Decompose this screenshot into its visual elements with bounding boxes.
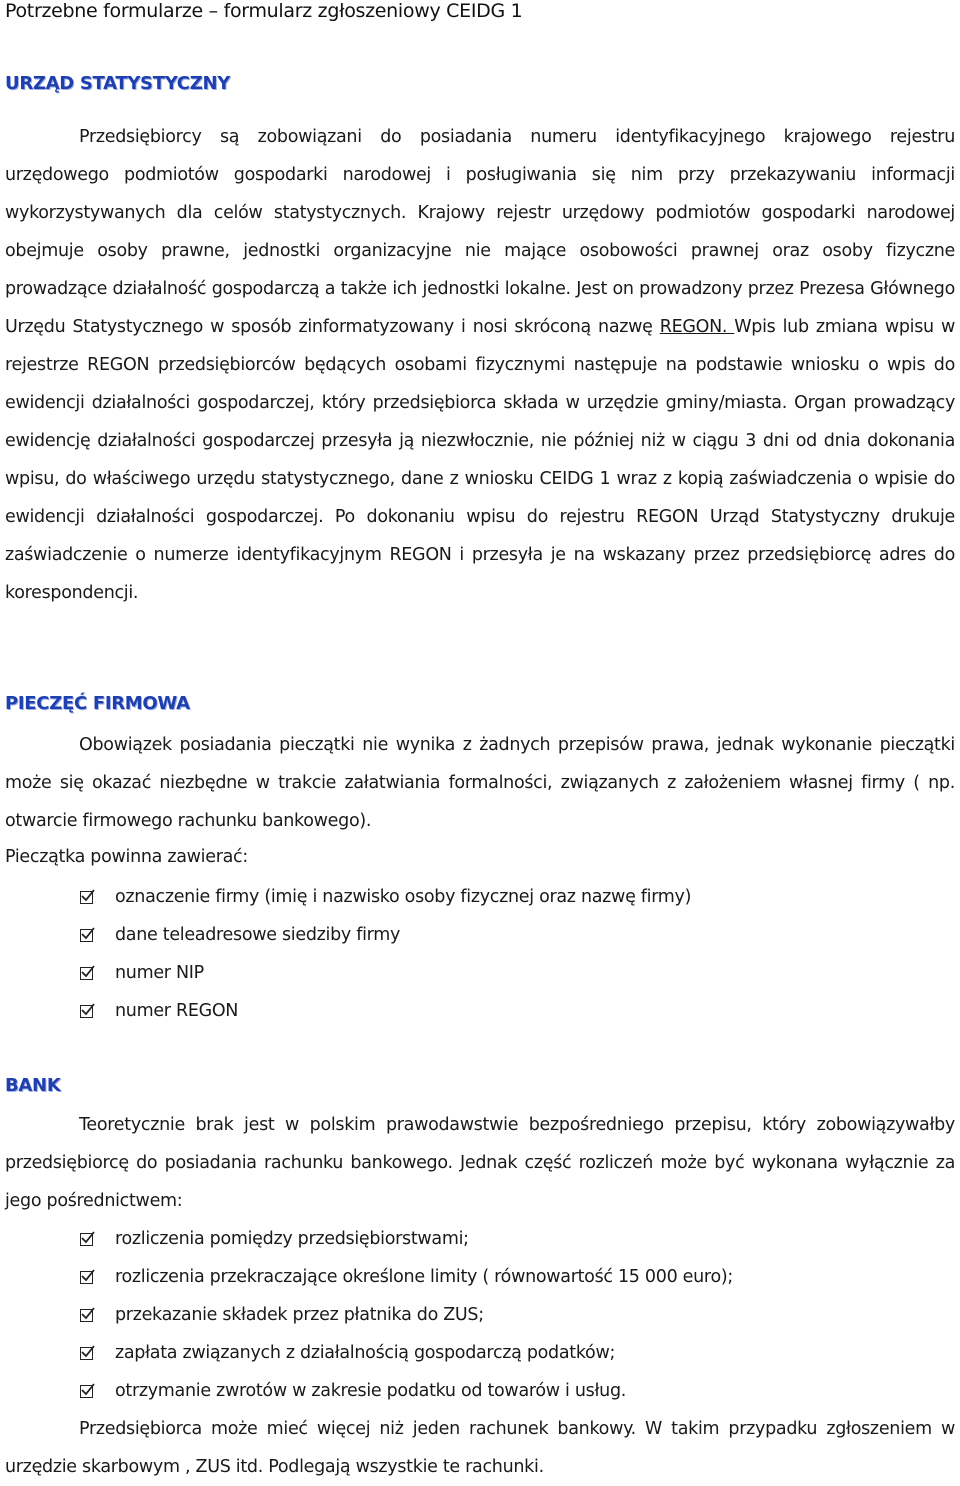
bank-checklist [80,1220,733,1410]
list-item-label: dane teleadresowe siedziby firmy [115,925,401,945]
pieczec-checklist [80,878,691,1030]
pieczec-paragraph: Obowiązek posiadania pieczątki nie wynika z żadnych przepisów prawa, jednak wykonanie pieczątki może się okazać niezbędne w trakcie załatwiania formalności, związanych z założeniem własnej firmy ( np. otwarcie firmowego rachunku bankowego). [5,735,955,831]
list-item-label: oznaczenie firmy (imię i nazwisko osoby fizycznej oraz nazwę firmy) [115,887,692,907]
checkbox-checked-icon [80,929,93,942]
list-item-label: otrzymanie zwrotów w zakresie podatku od towarów i usług. [115,1381,627,1401]
checkbox-checked-icon [80,1309,93,1322]
checkbox-checked-icon [80,1385,93,1398]
list-item-label: numer REGON [115,1001,239,1021]
list-item-label: zapłata związanych z działalnością gospodarczą podatków; [115,1343,616,1363]
section-title-urzad: URZĄD STATYSTYCZNY [5,73,230,94]
urzad-paragraph [5,118,955,612]
section-title-pieczec: PIECZĘĆ FIRMOWA [5,693,190,714]
checkbox-checked-icon [80,1271,93,1284]
section-title-bank: BANK [5,1075,61,1096]
urzad-paragraph-text-2: Wpis lub zmiana wpisu w rejestrze REGON przedsiębiorców będących osobami fizycznymi następuje na podstawie wniosku o wpis do ewidencji działalności gospodarczej, który przedsiębiorca składa w urzędzie gminy/miasta. Organ prowadzący ewidencję działalności gospodarczej przesyła ją niezwłocznie, nie później niż w ciągu 3 dni od dnia dokonania wpisu, do właściwego urzędu statystycznego, dane z wniosku CEIDG 1 wraz z kopią zaświadczenia o wpisie do ewidencji działalności gospodarczej. Po dokonaniu wpisu do rejestru REGON Urząd Statystyczny drukuje zaświadczenie o numerze identyfikacyjnym REGON i przesyła je na wskazany przez przedsiębiorcę adres do korespondencji. [5,317,955,603]
checkbox-checked-icon [80,1005,93,1018]
checkbox-checked-icon [80,967,93,980]
bank-paragraph: Teoretycznie brak jest w polskim prawodawstwie bezpośredniego przepisu, który zobowiązywałby przedsiębiorcę do posiadania rachunku bankowego. Jednak część rozliczeń może być wykonana wyłącznie za jego pośrednictwem: [5,1115,955,1211]
pieczec-list-intro: Pieczątka powinna zawierać: [5,847,248,867]
list-item [80,992,691,1030]
list-item [80,1334,733,1372]
list-item-label: przekazanie składek przez płatnika do ZUS; [115,1305,484,1325]
list-item [80,1296,733,1334]
regon-underlined: REGON. [659,317,735,337]
checkbox-checked-icon [80,1233,93,1246]
page-header: Potrzebne formularze – formularz zgłoszeniowy CEIDG 1 [5,0,523,22]
list-item [80,916,691,954]
list-item-label: rozliczenia przekraczające określone limity ( równowartość 15 000 euro); [115,1267,733,1287]
list-item [80,1220,733,1258]
list-item-label: rozliczenia pomiędzy przedsiębiorstwami; [115,1229,469,1249]
list-item-label: numer NIP [115,963,204,983]
list-item [80,878,691,916]
list-item [80,1372,733,1410]
list-item [80,954,691,992]
bank-closing-paragraph: Przedsiębiorca może mieć więcej niż jeden rachunek bankowy. W takim przypadku zgłoszeniem w urzędzie skarbowym , ZUS itd. Podlegają wszystkie te rachunki. [5,1419,955,1477]
list-item [80,1258,733,1296]
checkbox-checked-icon [80,1347,93,1360]
checkbox-checked-icon [80,891,93,904]
urzad-paragraph-text-1: Przedsiębiorcy są zobowiązani do posiadania numeru identyfikacyjnego krajowego rejestru urzędowego podmiotów gospodarki narodowej i posługiwania się nim przy przekazywaniu informacji wykorzystywanych dla celów statystycznych. Krajowy rejestr urzędowy podmiotów gospodarki narodowej obejmuje osoby prawne, jednostki organizacyjne nie mające osobowości prawnej oraz osoby fizyczne prowadzące działalność gospodarczą a także ich jednostki lokalne. Jest on prowadzony przez Prezesa Głównego Urzędu Statystycznego w sposób zinformatyzowany i nosi skróconą nazwę [5,127,955,337]
